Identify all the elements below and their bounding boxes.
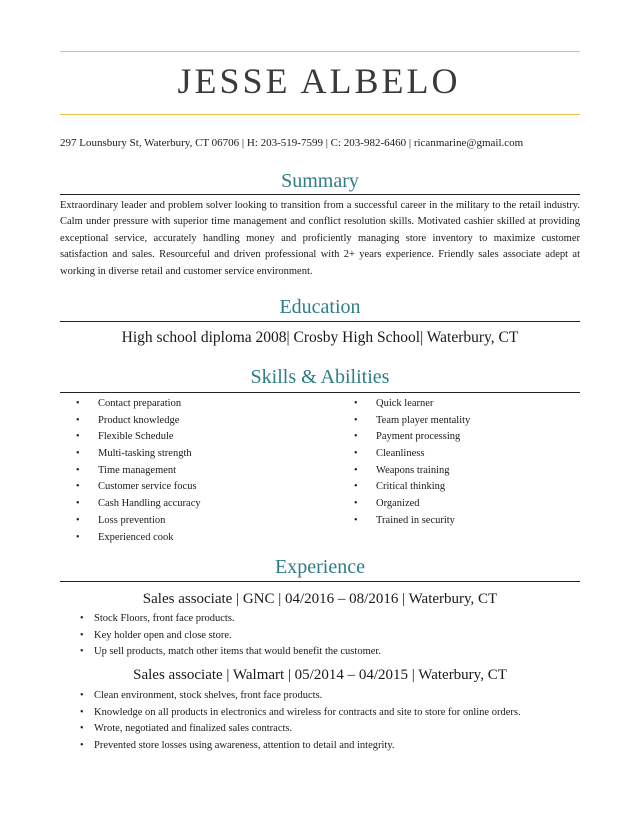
job-heading-gnc: Sales associate | GNC | 04/2016 – 08/2016 | Waterbury, CT (142, 591, 498, 607)
bullet-icon: • (354, 448, 358, 460)
bullet-icon: • (76, 398, 80, 409)
job-heading-walmart: Sales associate | Walmart | 05/2014 – 04/2015 | Waterbury, CT (133, 667, 507, 683)
bullet-icon: • (80, 723, 84, 734)
header-top-rule (60, 51, 580, 52)
list-item: • Cleanliness (338, 446, 470, 463)
list-item: • Team player mentality (338, 413, 470, 430)
bullet-icon: • (76, 481, 80, 493)
list-item: • Clean environment, stock shelves, front face products. (60, 688, 521, 705)
bullet-icon: • (76, 498, 80, 510)
list-item: • Wrote, negotiated and finalized sales contracts. (60, 721, 521, 738)
bullet-icon: • (354, 464, 358, 476)
summary-text: Extraordinary leader and problem solver looking to transition from a successful career in the military to the retail industry. Calm under pressure with superior time management and conflict resolution skills. Motivated cashier skilled at providing exceptional service, accurately handling money and proficiently managing store inventory to maximize customer satisfaction and sales. Resourceful and driven professional with 2+ years experience. Friendly sales associate adept at working in diverse retail and customer service environment. (60, 200, 580, 277)
list-item: • Weapons training (338, 463, 470, 480)
bullet-icon: • (80, 629, 84, 641)
list-item: • Critical thinking (338, 479, 470, 496)
job-duties-gnc (60, 611, 381, 661)
summary-heading: Summary (281, 170, 359, 192)
bullet-icon: • (354, 398, 358, 409)
skills-list-left (60, 396, 201, 546)
bullet-icon: • (354, 514, 358, 526)
list-item: • Stock Floors, front face products. (60, 611, 381, 628)
bullet-icon: • (80, 706, 84, 718)
skills-heading: Skills & Abilities (250, 366, 390, 388)
job-duties-walmart (60, 688, 521, 754)
list-item: • Key holder open and close store. (60, 628, 381, 645)
experience-heading: Experience (275, 556, 365, 578)
list-item: • Experienced cook (60, 530, 201, 547)
education-entry: High school diploma 2008| Crosby High School| Waterbury, CT (121, 329, 519, 346)
bullet-icon: • (354, 431, 358, 443)
bullet-icon: • (354, 414, 358, 426)
list-item: • Flexible Schedule (60, 429, 201, 446)
bullet-icon: • (76, 531, 80, 543)
bullet-icon: • (76, 514, 80, 526)
list-item: • Customer service focus (60, 479, 201, 496)
experience-rule (60, 581, 580, 582)
skills-list-right (338, 396, 470, 530)
bullet-icon: • (76, 431, 80, 443)
list-item: • Quick learner (338, 396, 470, 413)
list-item: • Multi-tasking strength (60, 446, 201, 463)
list-item: • Payment processing (338, 429, 470, 446)
bullet-icon: • (76, 464, 80, 476)
skills-rule (60, 392, 580, 393)
list-item: • Loss prevention (60, 513, 201, 530)
list-item: • Cash Handling accuracy (60, 496, 201, 513)
bullet-icon: • (354, 498, 358, 510)
list-item: • Contact preparation (60, 396, 201, 413)
list-item: • Up sell products, match other items that would benefit the customer. (60, 644, 381, 661)
bullet-icon: • (80, 613, 84, 624)
list-item: • Time management (60, 463, 201, 480)
summary-rule (60, 194, 580, 195)
list-item: • Trained in security (338, 513, 470, 530)
header-bottom-rule (60, 114, 580, 115)
contact-line: 297 Lounsbury St, Waterbury, CT 06706 | H: 203-519-7599 | C: 203-982-6460 | ricanmarine@gmail.com (60, 137, 524, 149)
candidate-name: JESSE ALBELO (177, 61, 461, 101)
bullet-icon: • (76, 414, 80, 426)
education-heading: Education (279, 296, 361, 318)
bullet-icon: • (76, 448, 80, 460)
education-rule (60, 321, 580, 322)
list-item: • Product knowledge (60, 413, 201, 430)
bullet-icon: • (80, 739, 84, 751)
bullet-icon: • (354, 481, 358, 493)
list-item: • Prevented store losses using awareness, attention to detail and integrity. (60, 738, 521, 755)
list-item: • Organized (338, 496, 470, 513)
list-item: • Knowledge on all products in electronics and wireless for contracts and site to store for online orders. (60, 705, 521, 722)
bullet-icon: • (80, 646, 84, 657)
bullet-icon: • (80, 690, 84, 701)
